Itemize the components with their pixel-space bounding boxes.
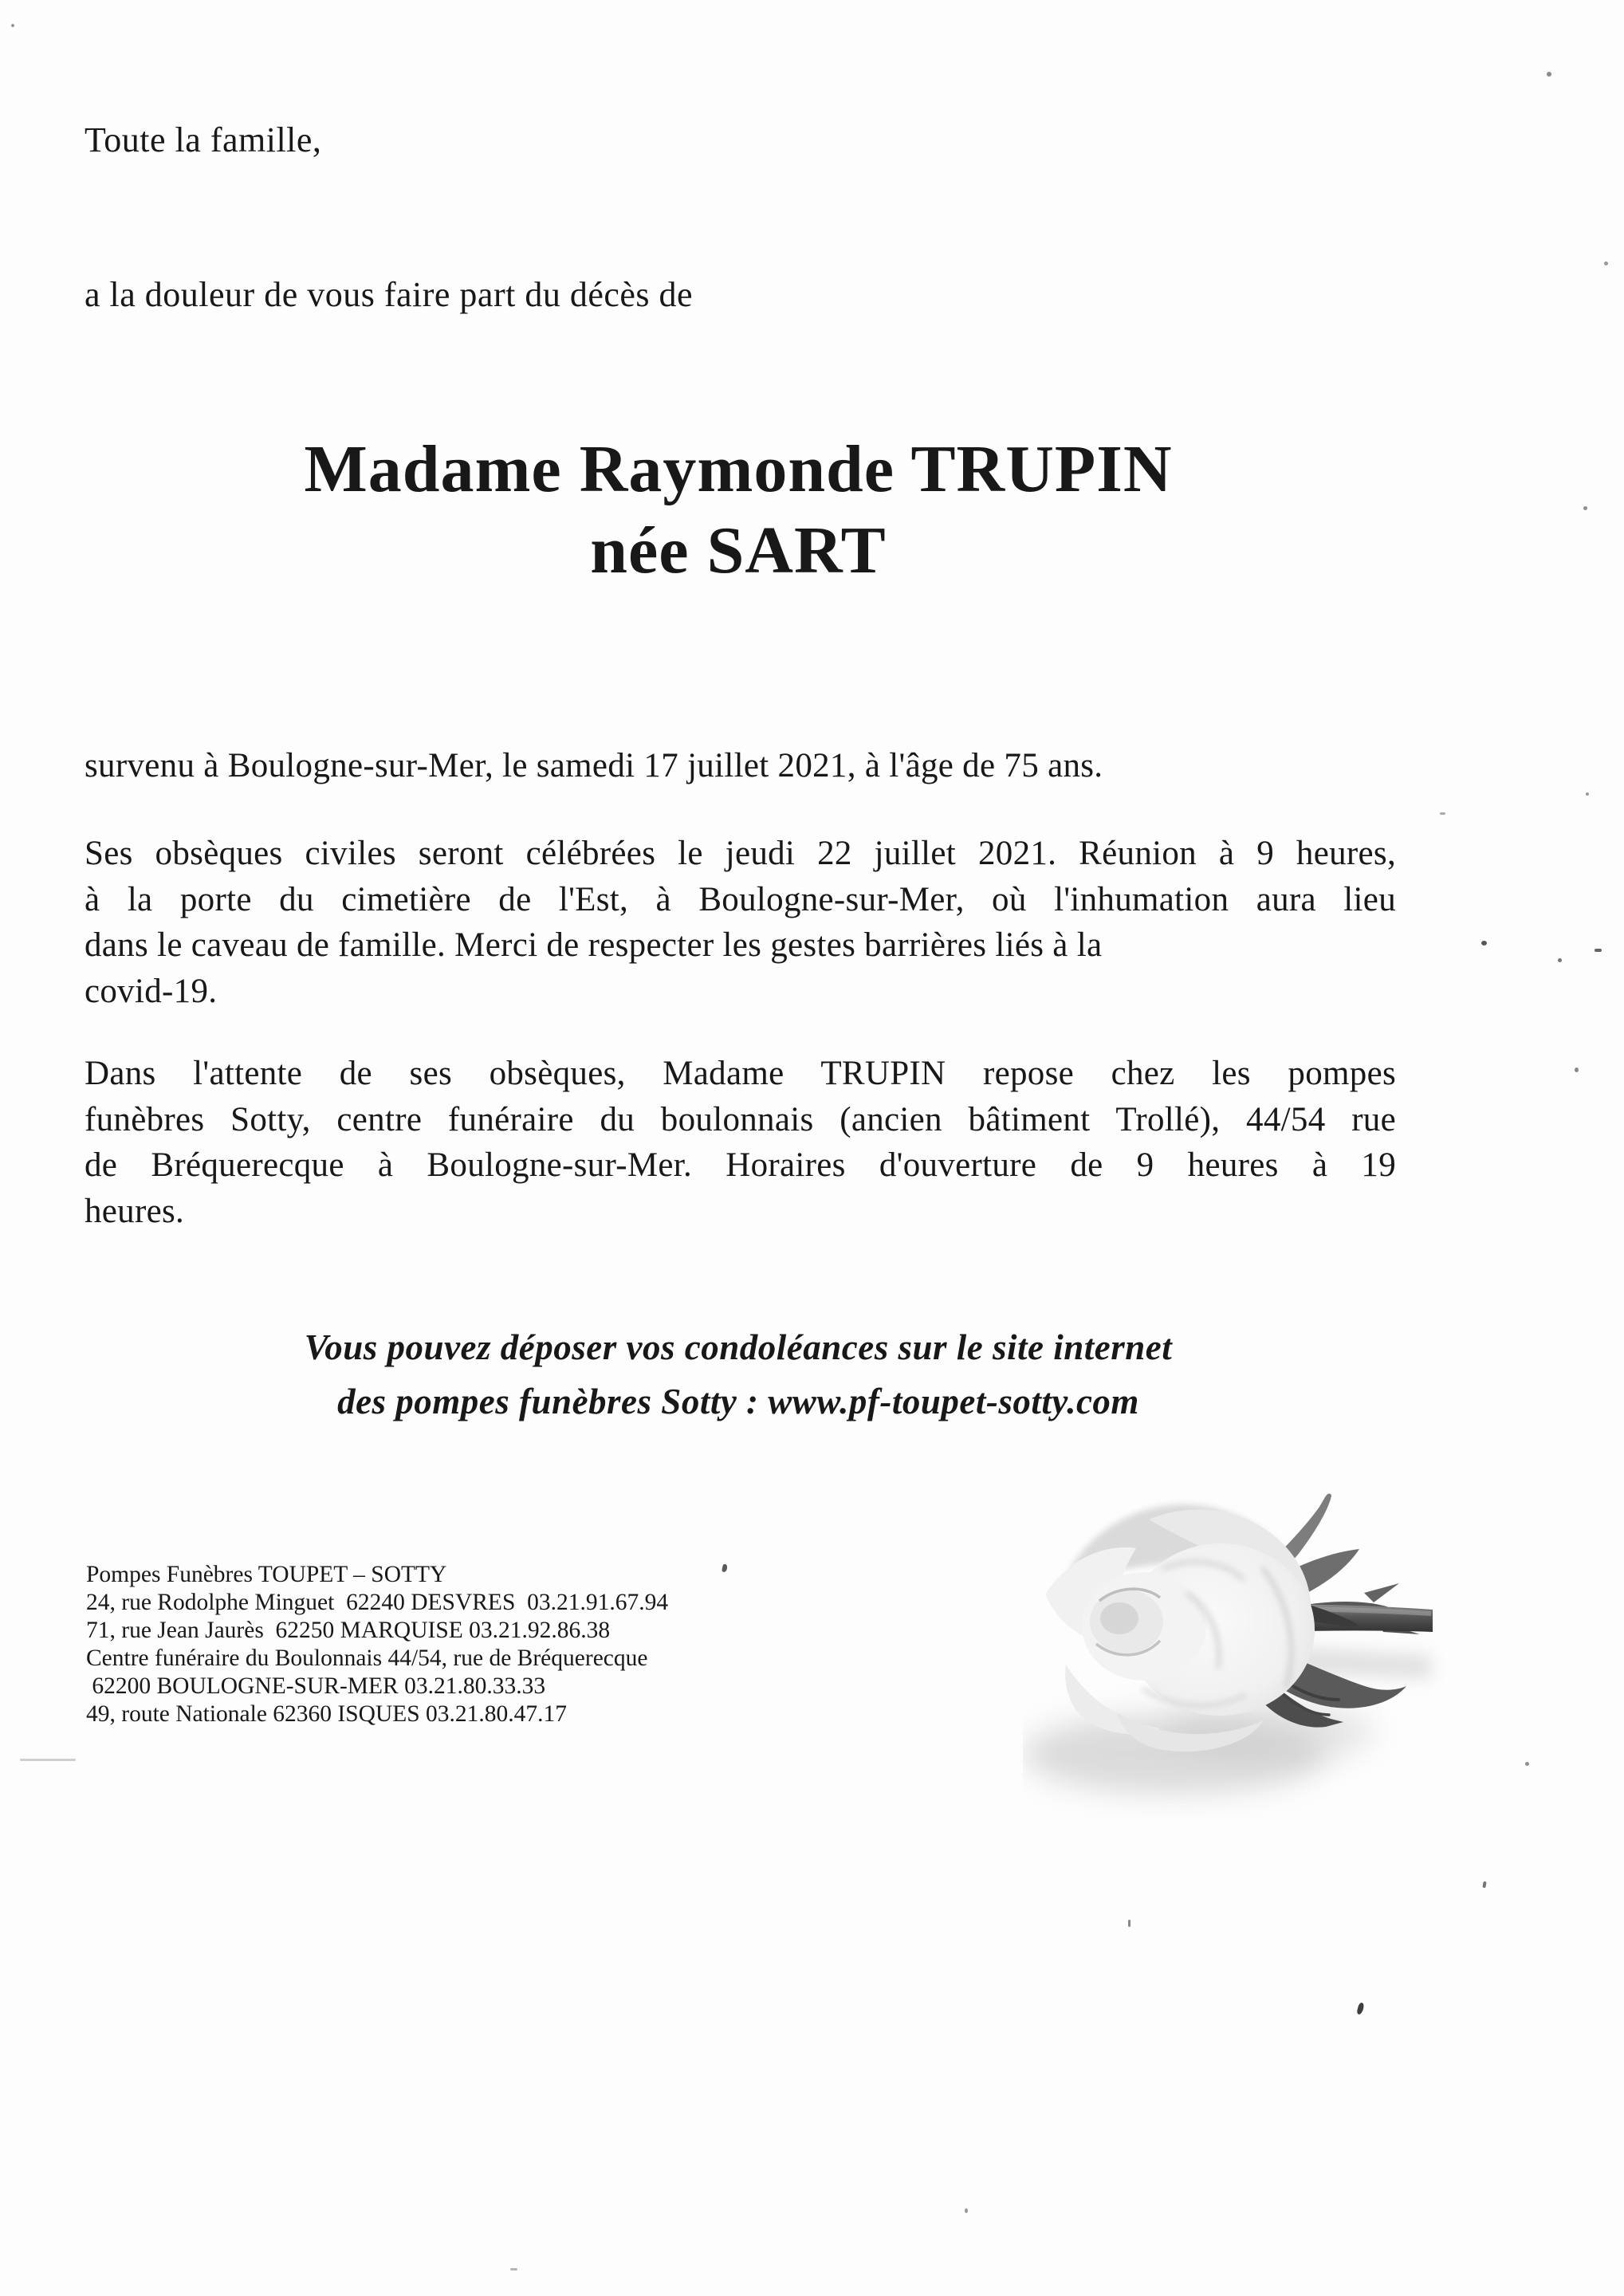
- salutation: Toute la famille,: [85, 120, 322, 159]
- scan-speck: [1481, 941, 1487, 946]
- deceased-name-line: Madame Raymonde TRUPIN: [304, 432, 1173, 506]
- scan-speck: [1575, 1067, 1579, 1072]
- repose-paragraph-line: de Bréquerecque à Boulogne-sur-Mer. Horaires d'ouverture de 9 heures à 19: [85, 1146, 1396, 1184]
- funeral-home-address: 49, route Nationale 62360 ISQUES 03.21.80.47.17: [86, 1701, 568, 1727]
- funeral-home-address: 24, rue Rodolphe Minguet 62240 DESVRES 03.21.91.67.94: [86, 1590, 669, 1615]
- repose-paragraph: [85, 1051, 1396, 1234]
- scan-speck: [1482, 1881, 1486, 1889]
- scan-speck: [1356, 2002, 1364, 2015]
- repose-paragraph-line: funèbres Sotty, centre funéraire du boulonnais (ancien bâtiment Trollé), 44/54 rue: [85, 1100, 1396, 1138]
- funeral-paragraph-line: Ses obsèques civiles seront célébrées le jeudi 22 juillet 2021. Réunion à 9 heures,: [85, 835, 1396, 872]
- deceased-name-title: [85, 429, 1392, 592]
- scan-speck: [965, 2208, 968, 2213]
- deceased-maiden-name-line: née SART: [590, 513, 887, 588]
- scan-speck: [1604, 261, 1608, 265]
- scan-speck: [1440, 812, 1445, 815]
- website-url: www.pf-toupet-sotty.com: [768, 1382, 1139, 1421]
- scan-speck: [1583, 506, 1587, 510]
- scan-speck: [1525, 1762, 1529, 1766]
- death-details-line: survenu à Boulogne-sur-Mer, le samedi 17 juillet 2021, à l'âge de 75 ans.: [85, 747, 1103, 784]
- funeral-home-contact-block: [86, 1561, 668, 1728]
- funeral-paragraph-line: dans le caveau de famille. Merci de respecter les gestes barrières liés à la: [85, 926, 1103, 964]
- condolences-line: [85, 1374, 1392, 1429]
- condolences-line-prefix: des pompes funèbres Sotty :: [337, 1382, 769, 1421]
- funeral-paragraph-line: covid-19.: [85, 972, 218, 1010]
- funeral-home-address: 62200 BOULOGNE-SUR-MER 03.21.80.33.33: [86, 1673, 546, 1699]
- scan-speck: [1128, 1920, 1131, 1927]
- condolences-line: Vous pouvez déposer vos condoléances sur le site internet: [304, 1327, 1173, 1367]
- funeral-home-company: Pompes Funèbres TOUPET – SOTTY: [86, 1562, 447, 1587]
- funeral-home-address: Centre funéraire du Boulonnais 44/54, rue de Bréquerecque: [86, 1645, 648, 1671]
- scan-speck: [1558, 958, 1562, 962]
- scan-speck: [1586, 792, 1589, 796]
- repose-paragraph-line: heures.: [85, 1192, 185, 1230]
- condolences-note: [85, 1320, 1392, 1429]
- funeral-paragraph-line: à la porte du cimetière de l'Est, à Boulogne-sur-Mer, où l'inhumation aura lieu: [85, 880, 1396, 918]
- repose-paragraph-line: Dans l'attente de ses obsèques, Madame TRUPIN repose chez les pompes: [85, 1055, 1396, 1092]
- intro-line: a la douleur de vous faire part du décès de: [85, 275, 694, 314]
- scan-speck: [1547, 72, 1551, 77]
- scan-speck: [510, 2268, 517, 2270]
- scan-speck: [1595, 949, 1602, 952]
- white-rose-image: [1023, 1473, 1445, 1816]
- funeral-paragraph: [85, 831, 1396, 1014]
- scan-speck: [11, 24, 14, 27]
- funeral-home-address: 71, rue Jean Jaurès 62250 MARQUISE 03.21.92.86.38: [86, 1618, 611, 1643]
- scan-speck: [722, 1563, 728, 1572]
- scan-speck: [20, 1759, 76, 1761]
